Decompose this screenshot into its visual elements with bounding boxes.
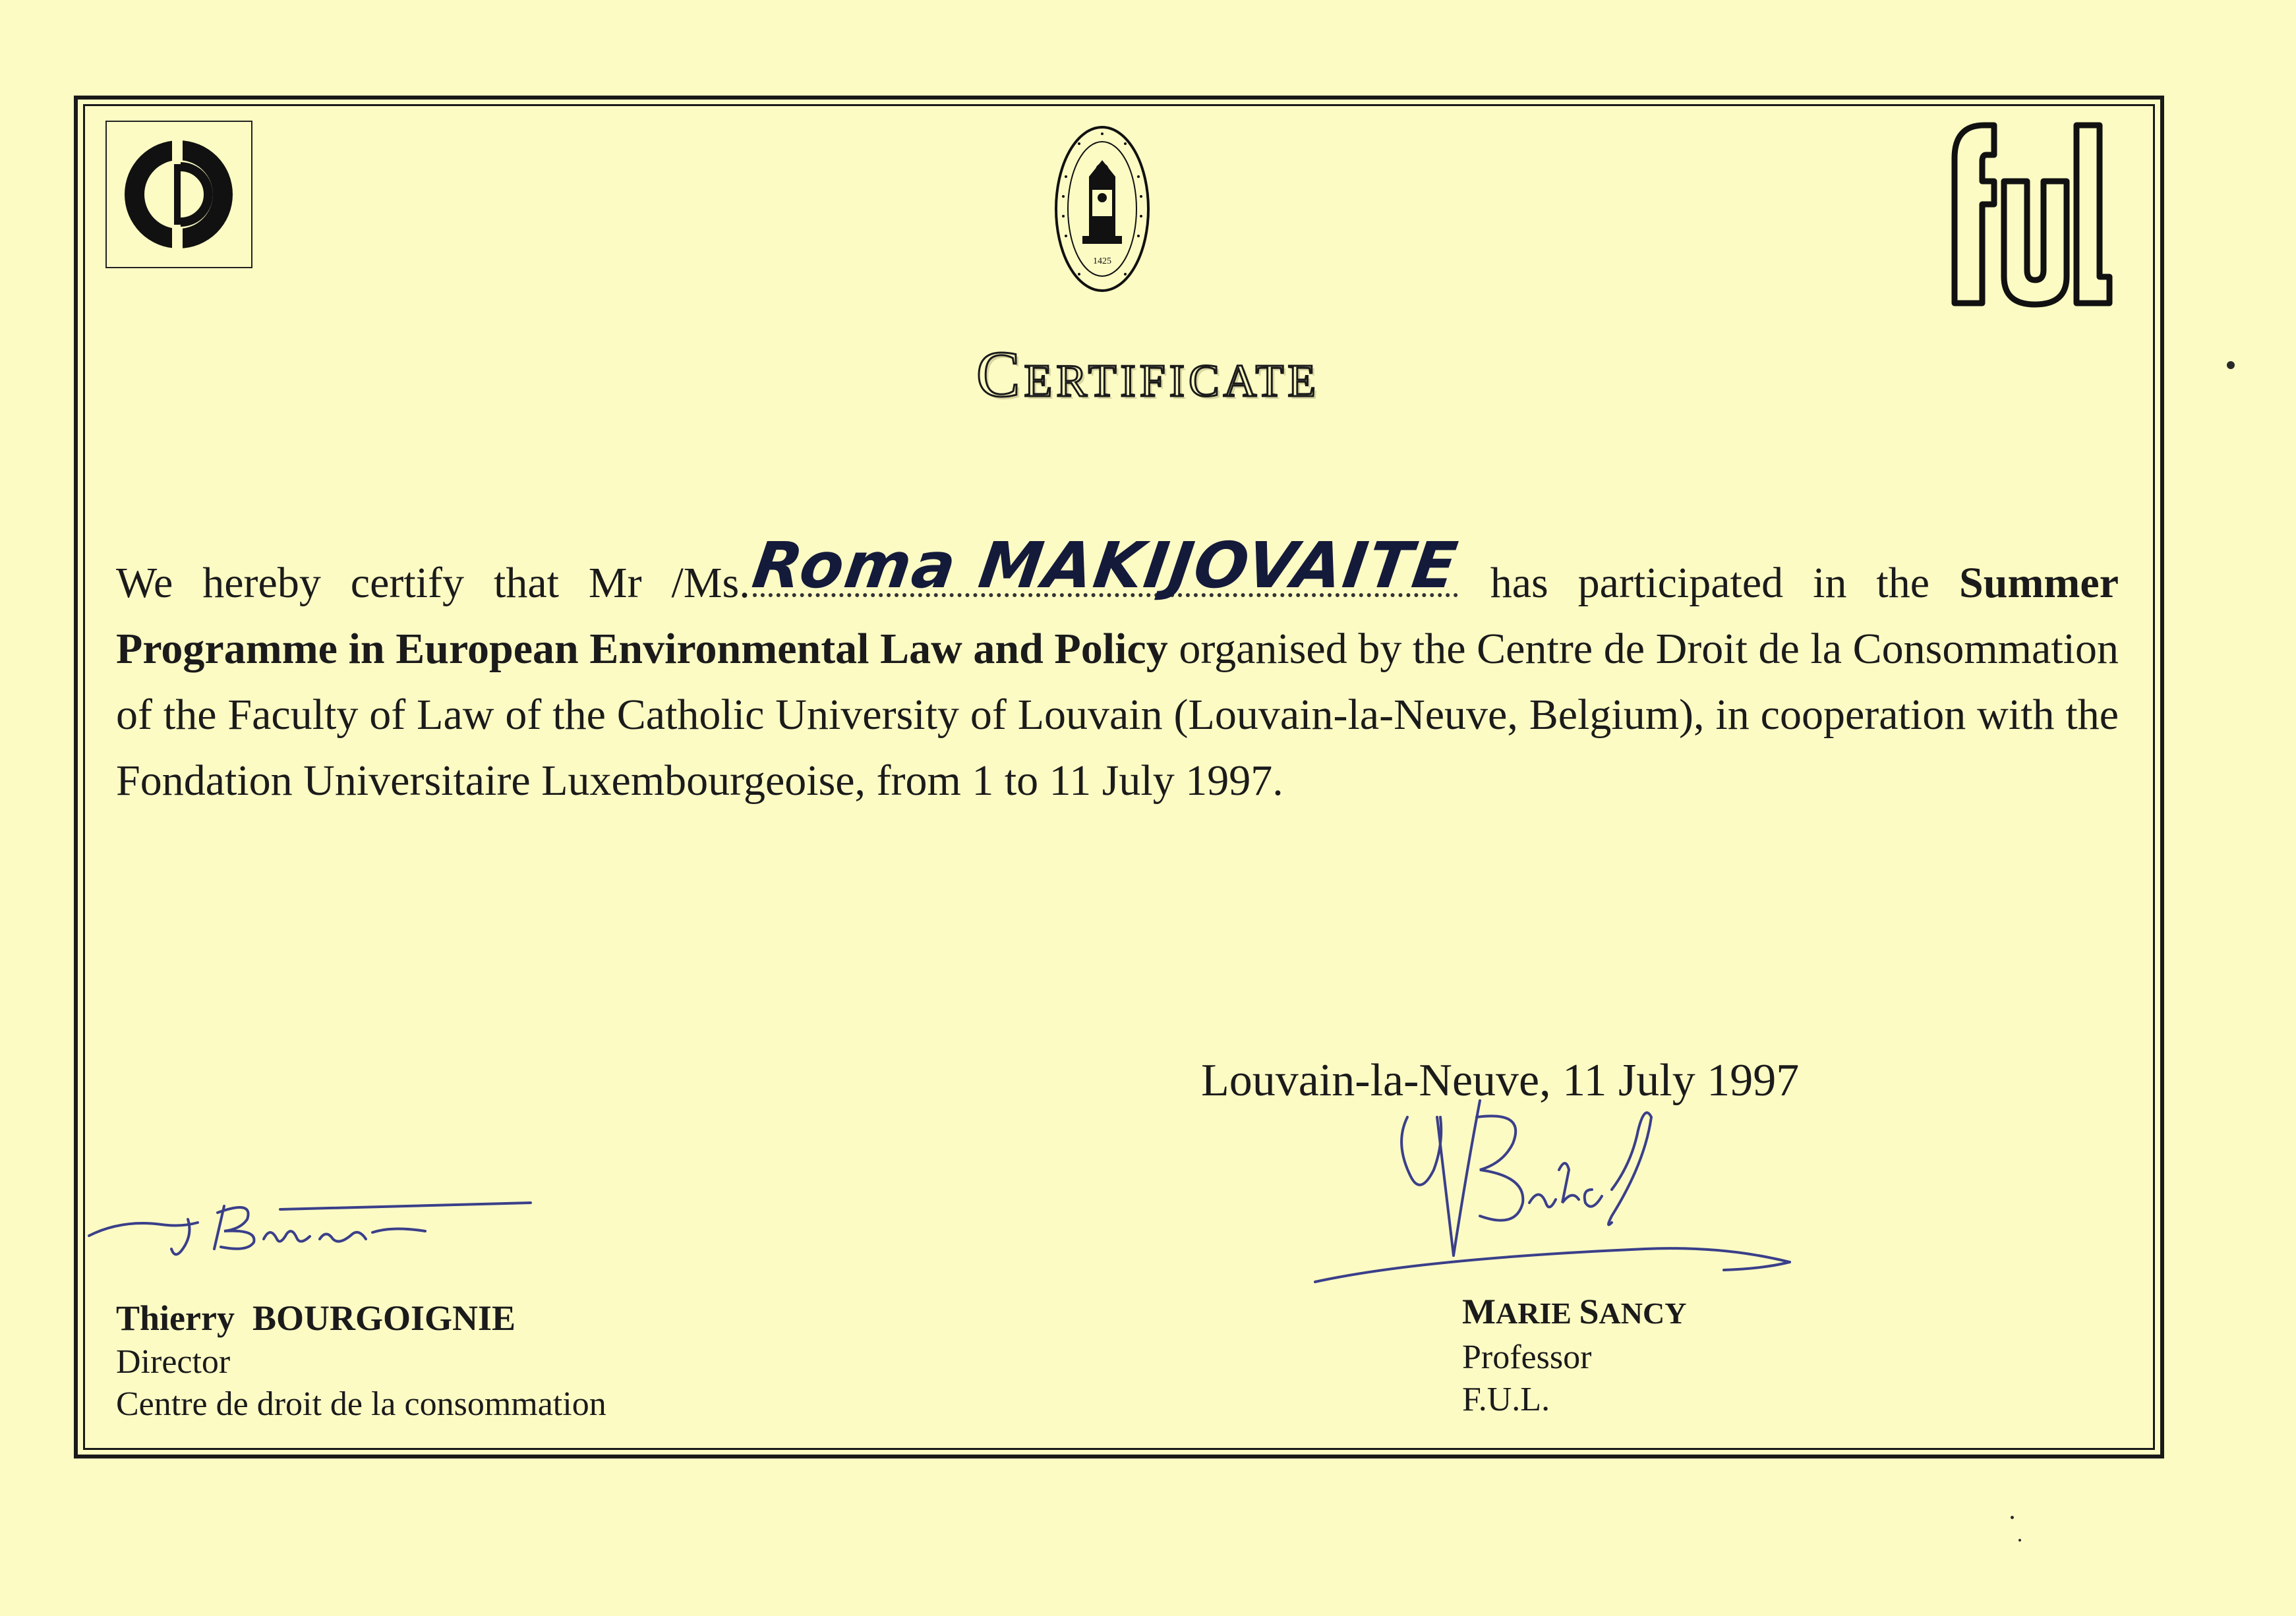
professor-org: F.U.L. <box>1462 1381 1550 1418</box>
body-rest: organised by the Centre de Droit de la Consommation of the Faculty of Law of the Catholic University of Louvain (Louvain-la-Neuve, Belgium), in cooperation with the Fondation Universitaire Luxembourgeoise, from 1 to 11 July 1997. <box>116 625 2119 805</box>
place-and-date: Louvain-la-Neuve, 11 July 1997 <box>1201 1055 1800 1106</box>
certificate-title: Certificate <box>976 337 1320 411</box>
professor-signature <box>1302 1091 1803 1302</box>
paper-speck <box>2018 1539 2021 1542</box>
professor-name-rest: ARIE <box>1495 1296 1579 1330</box>
professor-block <box>1462 1288 1686 1421</box>
director-last-name: BOURGOIGNIE <box>252 1298 516 1338</box>
director-block <box>116 1295 606 1426</box>
professor-surname-rest: ANCY <box>1599 1296 1687 1330</box>
professor-role: Professor <box>1462 1339 1592 1376</box>
university-seal-icon <box>1053 124 1152 294</box>
ful-monogram-logo-icon <box>1948 119 2113 310</box>
director-first-name: Thierry <box>116 1298 235 1338</box>
professor-name-initial: M <box>1462 1292 1496 1331</box>
paper-speck <box>2011 1516 2014 1519</box>
participant-name: Roma MAKIJOVAITE <box>748 529 1463 602</box>
director-role: Director <box>116 1343 231 1381</box>
certificate-body <box>116 529 2119 814</box>
director-org: Centre de droit de la consommation <box>116 1385 606 1423</box>
svg-text:1425: 1425 <box>1093 256 1111 266</box>
name-dotted-line <box>748 529 1463 602</box>
director-name <box>116 1295 606 1341</box>
cd-monogram-logo-icon <box>105 121 252 268</box>
body-intro: We hereby certify that Mr /Ms. <box>116 559 750 607</box>
professor-surname-initial: S <box>1579 1292 1599 1331</box>
programme-name: Summer Programme in European Environmental Law and Policy <box>116 559 2119 673</box>
director-signature <box>82 1173 544 1265</box>
professor-name <box>1462 1288 1686 1337</box>
body-after-name: has participated in the <box>1460 559 1960 607</box>
